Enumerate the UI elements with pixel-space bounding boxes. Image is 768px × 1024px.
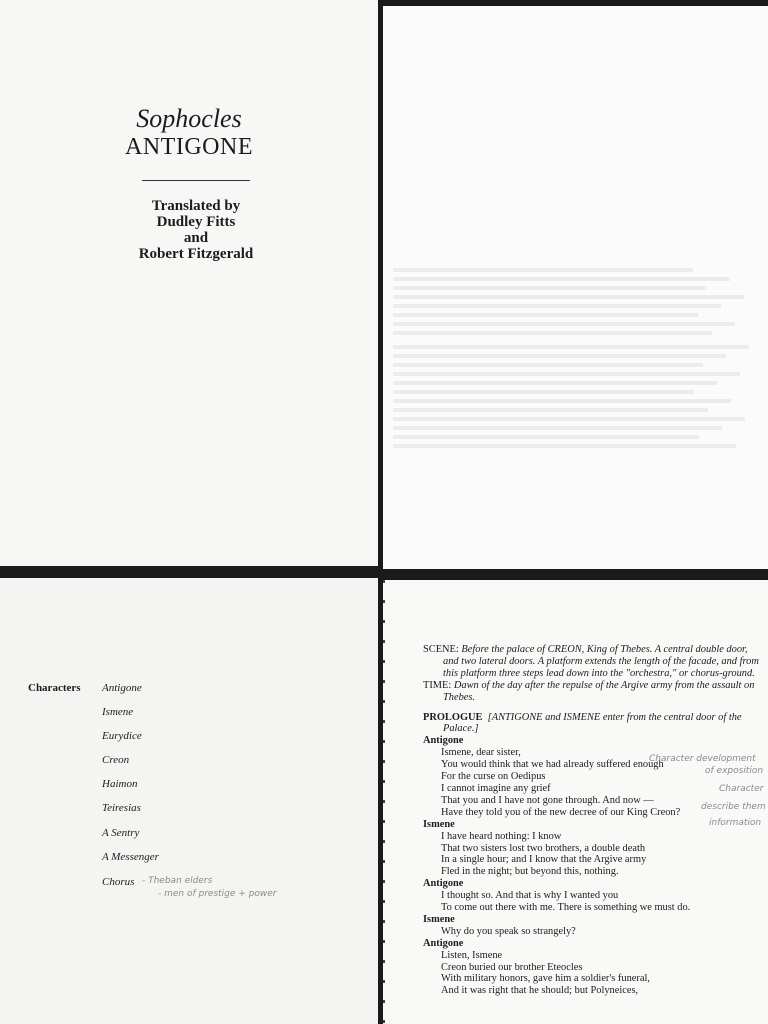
ghost-line <box>393 408 708 412</box>
ghost-line <box>393 277 730 281</box>
ghost-line <box>393 363 703 367</box>
speech-line: And it was right that he should; but Polyneices, <box>441 985 639 997</box>
speech-line: Ismene, dear sister, <box>441 747 521 759</box>
speech-line: For the curse on Oedipus <box>441 771 546 783</box>
ghost-line <box>393 304 721 308</box>
and-word: and <box>183 230 209 246</box>
speech-line: Listen, Ismene <box>441 949 503 961</box>
margin-note: describe them <box>701 802 766 812</box>
margin-note: Character development <box>649 754 756 764</box>
speech-line: You would think that we had already suffered enough <box>441 759 664 771</box>
speaker-name: Antigone <box>423 735 464 747</box>
ghost-line <box>393 331 712 335</box>
ghost-line <box>393 295 744 299</box>
binding-stitches <box>383 580 385 1024</box>
prologue-direction: [ANTIGONE and ISMENE enter from the central door of the Palace.] <box>443 711 742 735</box>
ghost-line <box>393 345 749 349</box>
play-title: ANTIGONE <box>125 134 253 160</box>
character-item: A Messenger <box>102 851 159 863</box>
ghost-line <box>393 322 735 326</box>
speaker-name: Antigone <box>423 878 464 890</box>
character-item: Ismene <box>102 706 134 718</box>
speech-line: That you and I have not gone through. And now — <box>441 794 654 806</box>
title-divider <box>142 180 250 181</box>
margin-note: of exposition <box>705 766 764 776</box>
speech-line: That two sisters lost two brothers, a double death <box>441 842 646 854</box>
ghost-line <box>393 426 722 430</box>
character-item: A Sentry <box>102 827 140 839</box>
speech-line: Creon buried our brother Eteocles <box>441 961 583 973</box>
speech-line: I cannot imagine any grief <box>441 782 551 794</box>
speaker-name: Ismene <box>423 818 455 830</box>
speech-line: I thought so. And that is why I wanted you <box>441 890 619 902</box>
character-item: Eurydice <box>102 730 142 742</box>
characters-heading: Characters <box>28 682 81 694</box>
ghost-line <box>393 444 736 448</box>
scene-text: Before the palace of CREON, King of Thebes. A central double door, and two lateral doors. A platform extends the length of the facade, and from this platform three steps lead down into the "orchestra," or chorus-ground. <box>443 644 759 679</box>
ghost-line <box>393 381 717 385</box>
speech-line: Fled in the night; but beyond this, nothing. <box>441 866 619 878</box>
speech-line: With military honors, gave him a soldier's funeral, <box>441 973 650 985</box>
prologue-heading <box>423 712 763 736</box>
characters-page <box>0 578 378 1024</box>
author-name: Sophocles <box>136 104 242 133</box>
ghost-line <box>393 286 707 290</box>
character-item: Antigone <box>102 682 142 694</box>
speech-line: I have heard nothing: I know <box>441 830 562 842</box>
time-direction <box>423 680 763 704</box>
speaker-name: Antigone <box>423 937 464 949</box>
character-item: Teiresias <box>102 802 141 814</box>
speech-line: In a single hour; and I know that the Argive army <box>441 854 647 866</box>
title-page <box>0 0 378 566</box>
ghost-line <box>393 390 694 394</box>
scene-label: SCENE: <box>423 644 459 655</box>
pencil-note: - men of prestige + power <box>158 889 277 899</box>
translator-two: Robert Fitzgerald <box>138 246 254 262</box>
time-label: TIME: <box>423 679 452 691</box>
margin-note: information <box>709 818 762 828</box>
ghost-line <box>393 399 731 403</box>
translator-one: Dudley Fitts <box>156 214 236 230</box>
margin-note: Character <box>719 784 764 794</box>
scene-direction <box>423 644 763 680</box>
prologue-label: PROLOGUE <box>423 711 483 723</box>
translated-by-label: Translated by <box>151 198 241 214</box>
ghost-line <box>393 417 745 421</box>
ghost-line <box>393 268 693 272</box>
ghost-line <box>393 435 699 439</box>
speech-line: Why do you speak so strangely? <box>441 925 576 937</box>
time-text: Dawn of the day after the repulse of the Argive army from the assault on Thebes. <box>443 679 755 703</box>
ghost-line <box>393 313 698 317</box>
character-item: Creon <box>102 754 130 766</box>
script-page <box>383 580 768 1024</box>
speech-line: To come out there with me. There is something we must do. <box>441 902 691 914</box>
speaker-name: Ismene <box>423 913 455 925</box>
pencil-note: - Theban elders <box>142 876 213 886</box>
blank-page <box>383 6 768 569</box>
ghost-line <box>393 354 726 358</box>
speech-line: Have they told you of the new decree of our King Creon? <box>441 806 681 818</box>
character-item: Chorus <box>102 876 135 888</box>
character-item: Haimon <box>102 778 138 790</box>
ghost-line <box>393 372 740 376</box>
